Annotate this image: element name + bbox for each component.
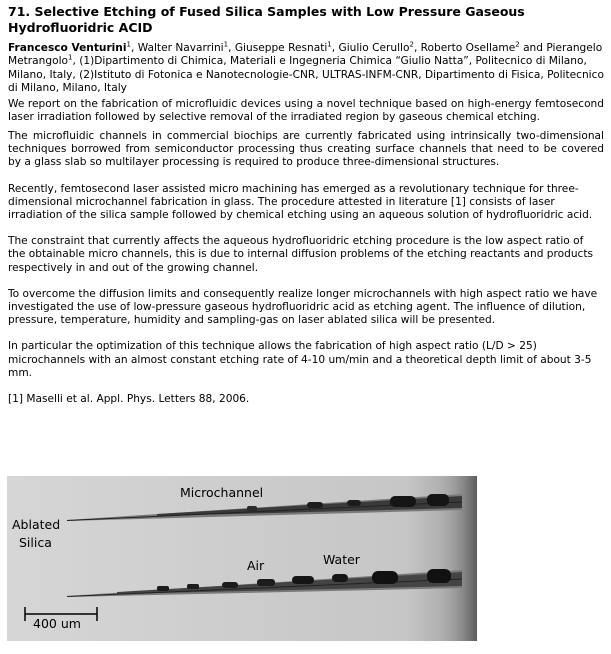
affiliation-mark: 1 [126,40,131,49]
author-block [8,42,604,96]
micrograph-figure [7,476,477,641]
author-name: and Pierangelo Metrangolo [8,42,603,68]
body-paragraph: To overcome the diffusion limits and consequently realize longer microchannels with high aspect ratio we have investigated the use of low-pressure gaseous hydrofluoridric acid as etching agent. The influence of dilution, pressure, temperature, humidity and sampling-gas on laser ablated silica will be presented. [8,287,598,327]
ablated-label: Ablated [12,517,61,532]
author-name: , Giulio Cerullo [331,42,410,54]
air-label: Air [247,558,265,573]
scale-bar-label: 400 um [33,616,81,631]
water-label: Water [323,552,360,567]
paper-title: 71. Selective Etching of Fused Silica Samples with Low Pressure Gaseous Hydrofluoridric ACID [8,4,525,35]
body-paragraph: The microfluidic channels in commercial biochips are currently fabricated using intrinsically two-dimensional techniques borrowed from semiconductor processing thus creating surface channels that need to be covered by a glass slab so multilayer processing is required to produce three-dimensional structures. [8,130,604,169]
author-name: , Giuseppe Resnati [228,42,328,54]
affiliation-mark: 1 [327,40,332,49]
abstract-paragraph: We report on the fabrication of microfluidic devices using a novel technique based on high-energy femtosecond laser irradiation followed by selective removal of the irradiated region by gaseous chemical etching. [8,97,604,123]
author-name: , Roberto Osellame [413,42,516,54]
body-paragraph: The constraint that currently affects the aqueous hydrofluoridric etching procedure is the low aspect ratio of the obtainable micro channels, this is due to internal diffusion problems of the etching reactants and products respectively in and out of the growing channel. [8,235,594,274]
affiliation-mark: 2 [515,40,520,49]
microchannel-label: Microchannel [180,485,264,500]
reference-entry: [1] Maselli et al. Appl. Phys. Letters 88, 2006. [8,393,250,406]
body-paragraph: Recently, femtosecond laser assisted micro machining has emerged as a revolutionary technique for three-dimensional microchannel fabrication in glass. The procedure attested in literature [1] consists of laser irradiation of the silica sample followed by chemical etching using an aqueous solution of hydrofluoridric acid. [8,182,593,222]
author-name: , Walter Navarrini [130,42,224,54]
affiliation-mark: 1 [223,40,229,49]
affiliation-mark: 2 [409,40,414,49]
silica-label: Silica [19,535,52,550]
body-paragraph: In particular the optimization of this technique allows the fabrication of high aspect ratio (L/D > 25) microchannels with an almost constant etching rate of 4-10 um/min and a theoretical depth limit of about 3-5 mm. [8,340,592,379]
paper-page [8,4,604,406]
affiliations: , (1)Dipartimento di Chimica, Materiali e Ingegneria Chimica “Giulio Natta”, Politecnico di Milano, Milano, Italy, (2)Istituto di Fotonica e Nanotecnologie-CNR, ULTRAS-INFM-CNR, Dipartimento di Fisica, Politecnico di Milano, Milano, Italy [8,55,604,95]
affiliation-mark: 1 [68,53,73,62]
lead-author: Francesco Venturini [8,42,127,54]
